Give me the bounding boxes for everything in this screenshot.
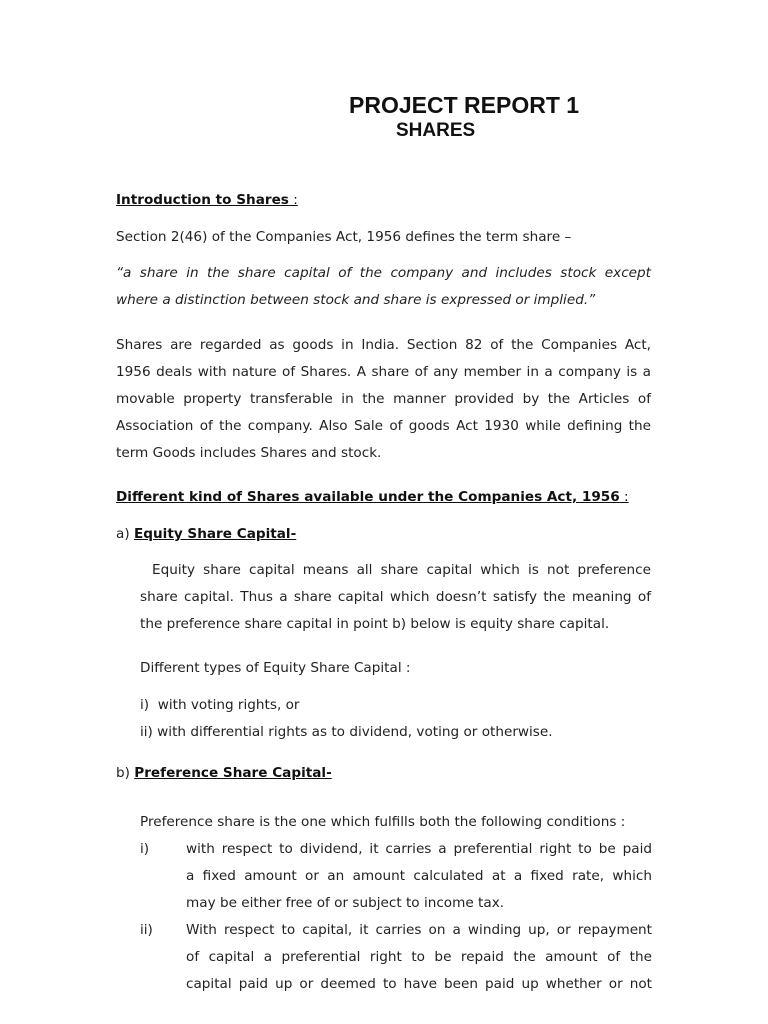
preference-item-2-line-2: of capital a preferential right to be repaid the amount of the [186, 949, 652, 965]
intro-para-line-5: term Goods includes Shares and stock. [116, 445, 382, 461]
preference-item-2-line-3: capital paid up or deemed to have been paid up whether or not [186, 976, 652, 992]
preference-item-2-label: ii) [140, 922, 153, 938]
equity-para-line-2: share capital. Thus a share capital which doesn’t satisfy the meaning of [140, 589, 651, 605]
intro-para-line-4: Association of the company. Also Sale of goods Act 1930 while defining the [116, 418, 651, 434]
preference-marker: b) [116, 765, 135, 781]
equity-para-line-1: Equity share capital means all share capital which is not preference [152, 562, 651, 578]
intro-para-line-2: 1956 deals with nature of Shares. A share of any member in a company is a [116, 364, 651, 380]
equity-heading: Equity Share Capital- [133, 526, 297, 542]
equity-marker: a) [116, 526, 134, 542]
intro-heading-row [116, 192, 298, 208]
intro-para-line-1: Shares are regarded as goods in India. Section 82 of the Companies Act, [116, 337, 651, 353]
intro-para-line-3: movable property transferable in the manner provided by the Articles of [116, 391, 651, 407]
kinds-heading-colon: : [619, 489, 629, 505]
preference-item-1-line-3: may be either free of or subject to income tax. [186, 895, 505, 911]
document-subtitle: SHARES [396, 120, 476, 141]
kinds-heading: Different kind of Shares available under the Companies Act, 1956 [116, 489, 620, 505]
intro-heading-colon: : [288, 192, 298, 208]
equity-type-1: i) with voting rights, or [140, 697, 300, 713]
equity-para-line-3: the preference share capital in point b) below is equity share capital. [140, 616, 610, 632]
quote-line-1: “a share in the share capital of the company and includes stock except [116, 265, 651, 281]
intro-heading: Introduction to Shares [116, 192, 289, 208]
preference-item-1-line-1: with respect to dividend, it carries a preferential right to be paid [186, 841, 652, 857]
equity-type-2: ii) with differential rights as to dividend, voting or otherwise. [140, 724, 553, 740]
definition-line: Section 2(46) of the Companies Act, 1956 defines the term share – [116, 229, 572, 245]
preference-item-1-label: i) [140, 841, 150, 857]
preference-item-2-line-1: With respect to capital, it carries on a winding up, or repayment [186, 922, 652, 938]
preference-heading: Preference Share Capital- [134, 765, 332, 781]
document-title: PROJECT REPORT 1 [349, 92, 580, 118]
equity-types-intro: Different types of Equity Share Capital : [140, 660, 411, 676]
kinds-heading-row [116, 489, 629, 505]
preference-item-1-line-2: a fixed amount or an amount calculated at a fixed rate, which [186, 868, 652, 884]
equity-heading-row [116, 526, 296, 542]
preference-intro: Preference share is the one which fulfills both the following conditions : [140, 814, 626, 830]
quote-line-2: where a distinction between stock and share is expressed or implied.” [116, 292, 596, 308]
preference-heading-row [116, 765, 332, 781]
